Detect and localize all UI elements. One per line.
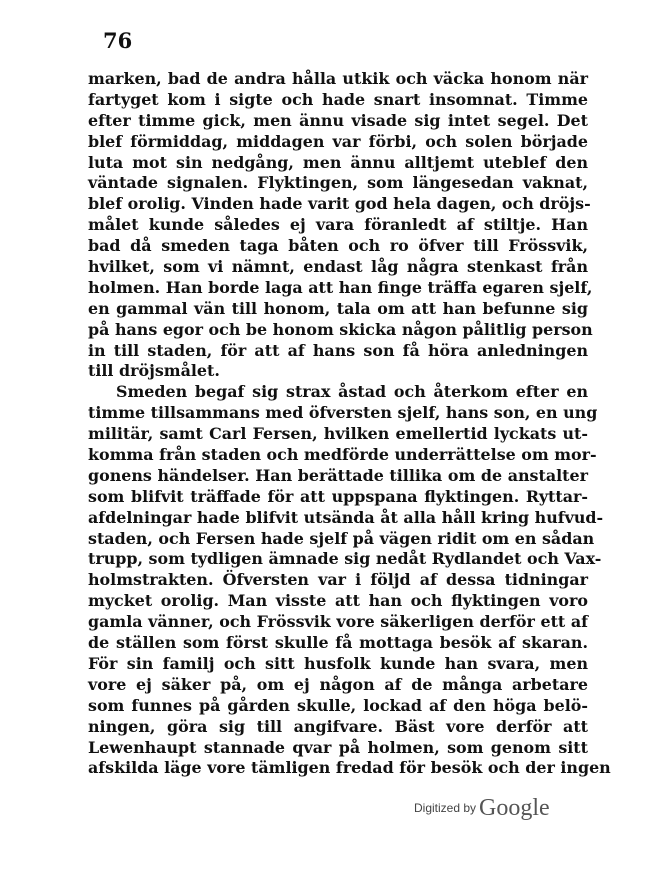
text-line: som funnes på gården skulle, lockad af den höga belö- (88, 695, 588, 715)
text-line: blef förmiddag, middagen var förbi, och solen började (88, 131, 588, 151)
text-line: de ställen som först skulle få mottaga besök af skaran. (88, 633, 588, 653)
text-line: hvilket, som vi nämnt, endast låg några stenkast från (88, 257, 588, 277)
text-line: gonens händelser. Han berättade tillika om de anstalter (88, 465, 588, 485)
digitized-by-google-watermark (414, 795, 550, 822)
text-line: som blifvit träffade för att uppspana flyktingen. Ryttar- (88, 486, 588, 506)
text-line: målet kunde således ej vara föranledt af stiltje. Han (88, 215, 588, 235)
text-line: För sin familj och sitt husfolk kunde han svara, men (88, 653, 588, 673)
page-number: 76 (103, 28, 133, 53)
text-line: till dröjsmålet. (88, 361, 220, 381)
text-line: holmen. Han borde laga att han finge träffa egaren sjelf, (88, 277, 593, 297)
text-line: staden, och Fersen hade sjelf på vägen ridit om en sådan (88, 528, 595, 548)
text-line: vore ej säker på, om ej någon af de många arbetare (88, 674, 588, 694)
digitized-by-label: Digitized by (414, 801, 477, 815)
text-line: fartyget kom i sigte och hade snart insomnat. Timme (88, 89, 588, 109)
text-line: holmstrakten. Öfversten var i följd af dessa tidningar (88, 570, 588, 590)
body-text (88, 69, 611, 779)
text-line: timme tillsammans med öfversten sjelf, hans son, en ung (88, 403, 598, 423)
text-line: komma från staden och medförde underrättelse om mor- (88, 445, 597, 465)
text-line: in till staden, för att af hans son få höra anledningen (88, 340, 588, 360)
text-line: efter timme gick, men ännu visade sig intet segel. Det (88, 110, 588, 130)
text-line: väntade signalen. Flyktingen, som längesedan vaknat, (88, 173, 588, 193)
text-line: en gammal vän till honom, tala om att han befunne sig (88, 298, 588, 318)
text-line: Smeden begaf sig strax åstad och återkom efter en (116, 382, 588, 402)
text-line: Lewenhaupt stannade qvar på holmen, som genom sitt (88, 737, 588, 757)
text-line: luta mot sin nedgång, men ännu alltjemt uteblef den (88, 152, 588, 172)
text-line: på hans egor och be honom skicka någon pålitlig person (88, 319, 593, 339)
text-line: mycket orolig. Man visste att han och flyktingen voro (88, 591, 588, 611)
text-line: ningen, göra sig till angifvare. Bäst vore derför att (88, 716, 588, 736)
text-line: marken, bad de andra hålla utkik och väcka honom när (88, 69, 588, 88)
text-line: militär, samt Carl Fersen, hvilken emellertid lyckats ut- (88, 424, 588, 444)
text-line: afdelningar hade blifvit utsända åt alla håll kring hufvud- (88, 507, 604, 527)
text-line: bad då smeden taga båten och ro öfver till Frössvik, (88, 236, 588, 256)
google-logo: Google (479, 795, 550, 821)
text-line: afskilda läge vore tämligen fredad för besök och der ingen (88, 758, 611, 778)
text-line: gamla vänner, och Frössvik vore säkerligen derför ett af (88, 612, 588, 632)
text-line: blef orolig. Vinden hade varit god hela dagen, och dröjs- (88, 194, 591, 214)
text-line: trupp, som tydligen ämnade sig nedåt Rydlandet och Vax- (88, 549, 602, 569)
